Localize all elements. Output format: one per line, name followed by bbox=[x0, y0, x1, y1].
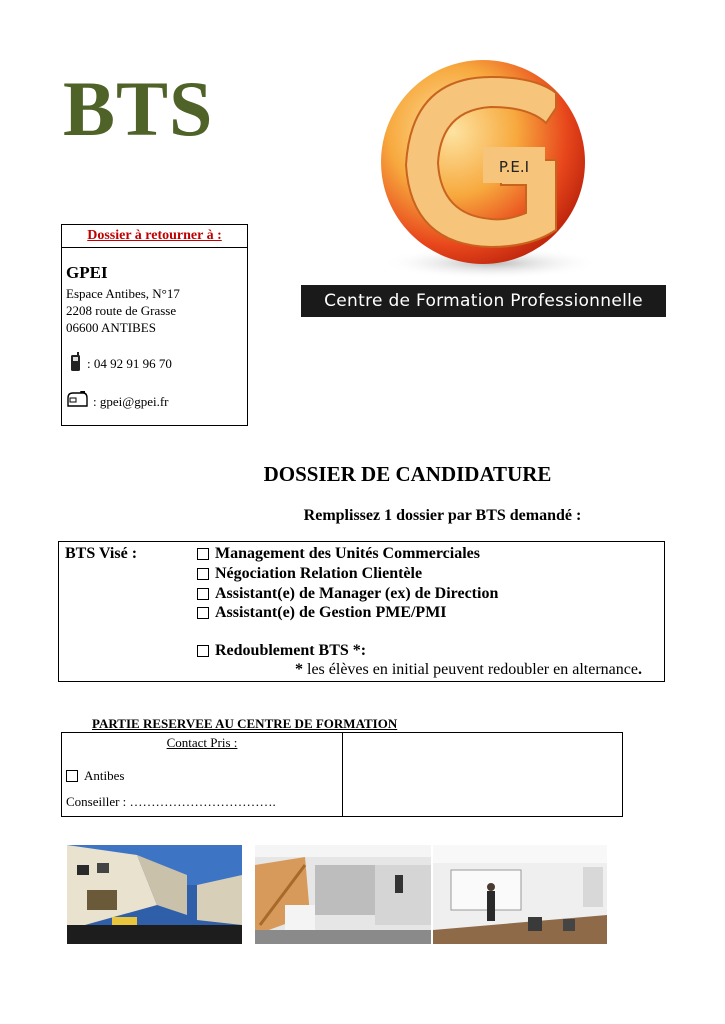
option-nrc[interactable] bbox=[197, 565, 422, 583]
option-ag-label: Assistant(e) de Gestion PME/PMI bbox=[215, 604, 447, 621]
bts-heading: BTS bbox=[63, 65, 214, 152]
address-line-3: 06600 ANTIBES bbox=[66, 320, 156, 335]
reserved-section-title: PARTIE RESERVEE AU CENTRE DE FORMATION bbox=[92, 716, 398, 731]
advisor-field: Conseiller : ……………………………. bbox=[66, 794, 276, 809]
checkbox-antibes[interactable] bbox=[66, 770, 78, 782]
organization-name: GPEI bbox=[66, 263, 108, 282]
site-antibes-label: Antibes bbox=[84, 768, 125, 783]
note-star: * bbox=[295, 661, 303, 678]
building-exterior-photo bbox=[67, 845, 242, 944]
checkbox-ag[interactable] bbox=[197, 607, 209, 619]
mailbox-icon bbox=[66, 391, 88, 413]
contact-label: Contact Pris : bbox=[166, 735, 238, 750]
phone-row bbox=[70, 352, 172, 376]
logo-badge: P.E.I bbox=[498, 158, 530, 176]
return-address-heading: Dossier à retourner à : bbox=[62, 225, 247, 248]
reserved-left-cell bbox=[62, 733, 343, 816]
redoublement-note bbox=[295, 661, 642, 679]
address-line-1: Espace Antibes, N°17 bbox=[66, 286, 180, 301]
reserved-table bbox=[61, 732, 623, 817]
note-end: . bbox=[637, 661, 642, 678]
document-title: DOSSIER DE CANDIDATURE bbox=[263, 462, 552, 486]
instruction-text: Remplissez 1 dossier par BTS demandé : bbox=[303, 507, 582, 524]
option-muc-label: Management des Unités Commerciales bbox=[215, 545, 480, 562]
option-redoublement[interactable] bbox=[197, 642, 366, 660]
interior-stairs-photo bbox=[255, 845, 431, 944]
checkbox-muc[interactable] bbox=[197, 548, 209, 560]
email-address: : gpei@gpei.fr bbox=[93, 394, 169, 409]
address-line-2: 2208 route de Grasse bbox=[66, 303, 177, 318]
option-am[interactable] bbox=[197, 585, 498, 603]
email-row bbox=[66, 391, 169, 413]
checkbox-redoublement[interactable] bbox=[197, 645, 209, 657]
note-text: les élèves en initial peuvent redoubler en alternance bbox=[303, 661, 638, 678]
bts-target-label: BTS Visé : bbox=[65, 545, 138, 562]
bts-choice-box bbox=[58, 541, 665, 682]
logo-caption: Centre de Formation Professionnelle bbox=[301, 285, 666, 317]
mobile-phone-icon bbox=[70, 352, 81, 376]
option-am-label: Assistant(e) de Manager (ex) de Direction bbox=[215, 585, 499, 602]
checkbox-am[interactable] bbox=[197, 588, 209, 600]
option-redoublement-label: Redoublement BTS *: bbox=[215, 642, 367, 659]
checkbox-nrc[interactable] bbox=[197, 568, 209, 580]
classroom-photo bbox=[433, 845, 607, 944]
option-muc[interactable] bbox=[197, 545, 480, 563]
phone-number: : 04 92 91 96 70 bbox=[87, 356, 172, 371]
gpei-logo bbox=[301, 55, 666, 317]
return-address-box bbox=[61, 224, 248, 426]
site-option-antibes[interactable] bbox=[66, 768, 124, 784]
option-nrc-label: Négociation Relation Clientèle bbox=[215, 565, 423, 582]
option-ag[interactable] bbox=[197, 604, 447, 622]
